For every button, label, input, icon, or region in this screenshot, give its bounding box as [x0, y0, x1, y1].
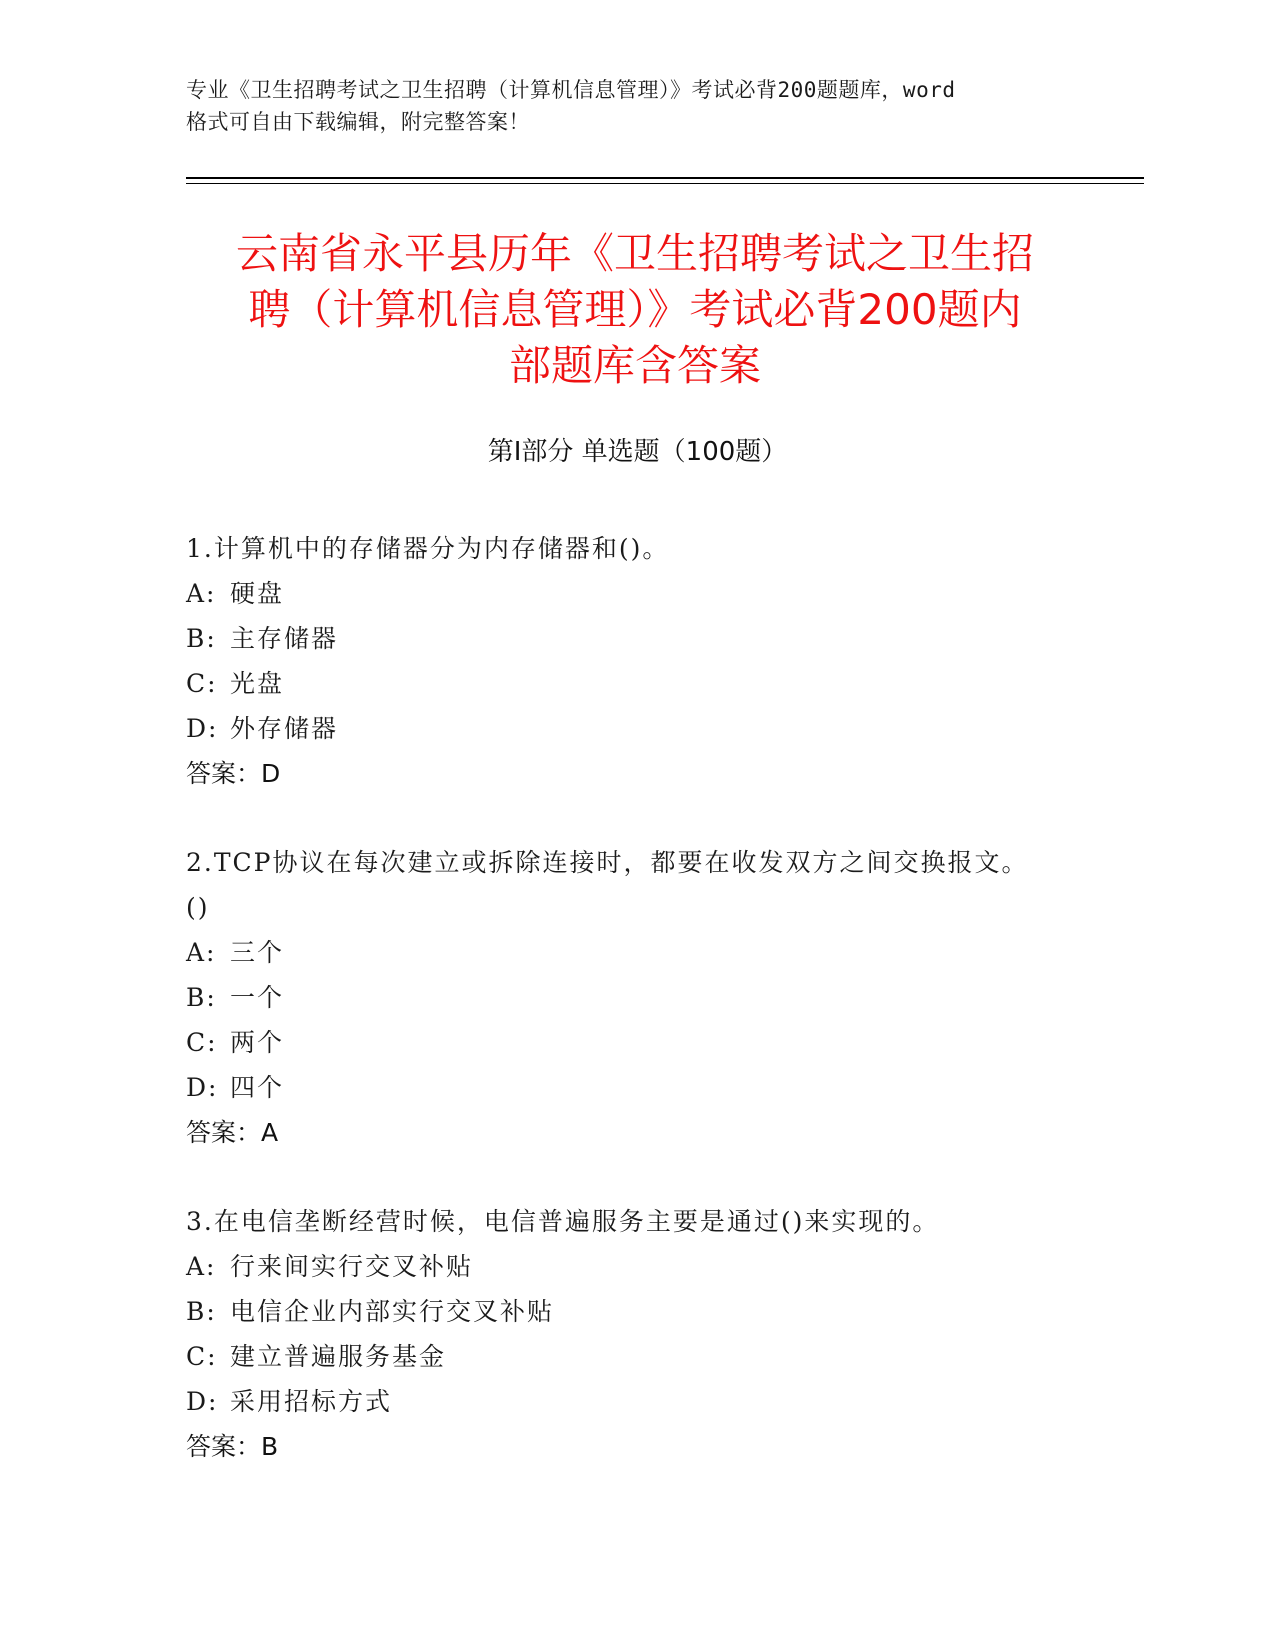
document-title: [170, 226, 1100, 394]
option-text: 四个: [230, 1073, 285, 1102]
option-text: 采用招标方式: [230, 1387, 393, 1416]
option-d: [186, 1379, 1086, 1424]
option-letter: C:: [186, 669, 218, 698]
option-d: [186, 1065, 1086, 1110]
option-letter: A:: [186, 938, 217, 967]
option-letter: D:: [186, 1073, 219, 1102]
option-letter: D:: [186, 1387, 219, 1416]
title-line-1: 云南省永平县历年《卫生招聘考试之卫生招: [235, 229, 1034, 278]
option-letter: A:: [186, 1252, 217, 1281]
option-text: 两个: [230, 1028, 285, 1057]
question-1: [186, 526, 1086, 796]
section-title: 第Ⅰ部分 单选题（100题）: [487, 437, 788, 467]
question-3: [186, 1199, 1086, 1469]
header-note: [186, 74, 1086, 138]
question-stem: 2.TCP协议在每次建立或拆除连接时，都要在收发双方之间交换报文。: [186, 848, 1029, 877]
option-a: [186, 571, 1086, 616]
option-c: [186, 1334, 1086, 1379]
option-letter: A:: [186, 579, 217, 608]
option-c: [186, 661, 1086, 706]
option-letter: B:: [186, 624, 217, 653]
option-a: [186, 930, 1086, 975]
option-letter: B:: [186, 983, 217, 1012]
option-text: 建立普遍服务基金: [230, 1342, 447, 1371]
question-stem: 1.计算机中的存储器分为内存储器和()。: [186, 534, 670, 563]
option-b: [186, 616, 1086, 661]
option-text: 硬盘: [230, 579, 285, 608]
option-b: [186, 1289, 1086, 1334]
option-a: [186, 1244, 1086, 1289]
question-list: [186, 526, 1086, 1513]
answer-line: 答案：D: [186, 759, 281, 788]
question-2: [186, 840, 1086, 1155]
answer-line: 答案：B: [186, 1432, 279, 1461]
option-text: 行来间实行交叉补贴: [230, 1252, 474, 1281]
title-line-3: 部题库含答案: [508, 341, 761, 390]
header-divider-thin: [186, 183, 1144, 184]
question-stem-continued: (): [186, 893, 210, 922]
option-c: [186, 1020, 1086, 1065]
option-text: 电信企业内部实行交叉补贴: [230, 1297, 555, 1326]
option-text: 外存储器: [230, 714, 339, 743]
option-d: [186, 706, 1086, 751]
option-text: 光盘: [230, 669, 285, 698]
answer-line: 答案：A: [186, 1118, 279, 1147]
option-text: 主存储器: [230, 624, 339, 653]
header-note-line-2: 格式可自由下载编辑，附完整答案！: [186, 110, 530, 134]
header-note-line-1: 专业《卫生招聘考试之卫生招聘（计算机信息管理）》考试必背200题题库，word: [186, 78, 956, 102]
option-letter: C:: [186, 1028, 218, 1057]
option-letter: C:: [186, 1342, 218, 1371]
option-text: 三个: [230, 938, 285, 967]
title-line-2: 聘（计算机信息管理）》考试必背200题内: [248, 285, 1022, 334]
header-divider-thick: [186, 177, 1144, 179]
option-letter: D:: [186, 714, 219, 743]
question-stem: 3.在电信垄断经营时候，电信普遍服务主要是通过()来实现的。: [186, 1207, 940, 1236]
option-letter: B:: [186, 1297, 217, 1326]
option-b: [186, 975, 1086, 1020]
option-text: 一个: [230, 983, 285, 1012]
